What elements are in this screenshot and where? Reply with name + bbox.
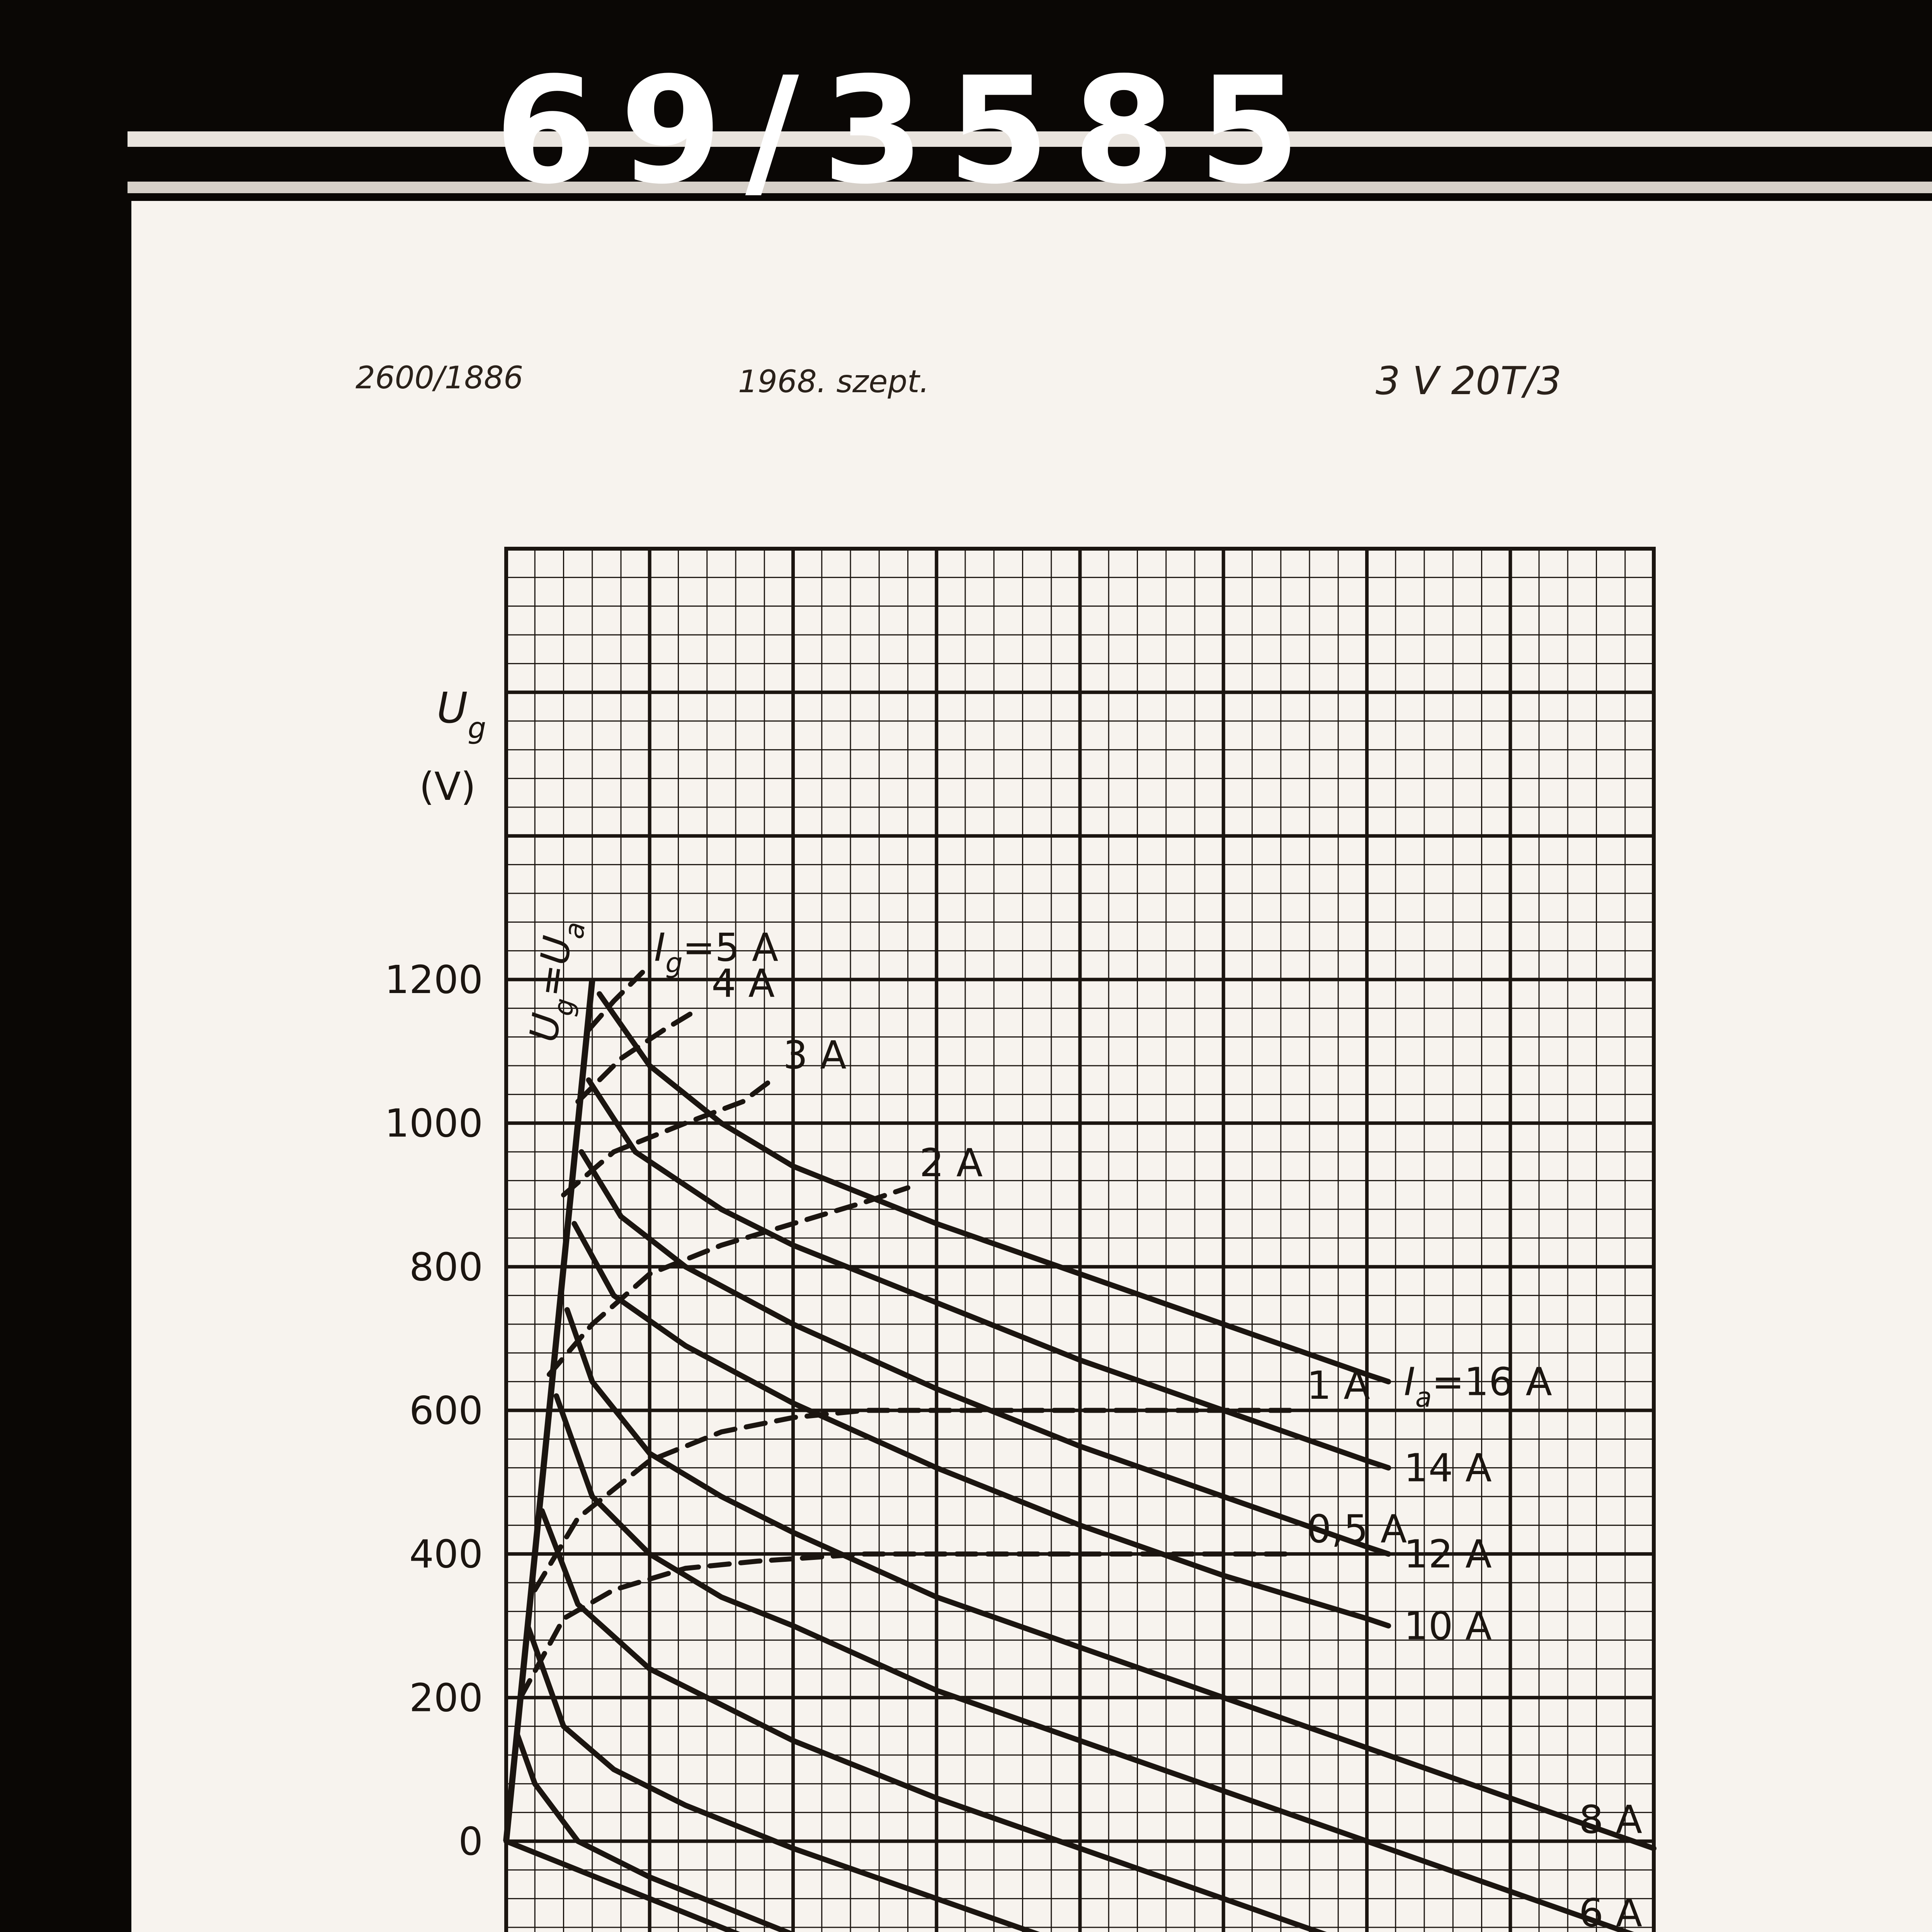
header-tube-type: 3 V 20T/3 — [1376, 358, 1562, 403]
series-label-symbol: I — [654, 925, 666, 970]
series-label-eq: = — [1432, 1359, 1464, 1405]
series-label-symbol: I — [1404, 1359, 1415, 1405]
series-label — [1307, 1507, 1407, 1552]
series-label-value: 8 A — [1579, 1797, 1642, 1842]
y-tick-label: 0 — [458, 1819, 483, 1864]
negative-number: 69/3585 — [495, 45, 1324, 216]
y-tick-label: 1000 — [384, 1100, 483, 1146]
series-label — [1404, 1532, 1492, 1577]
series-label-value: 6 A — [1579, 1890, 1642, 1932]
y-axis-symbol: U — [437, 683, 468, 733]
boundary-label-part: = — [527, 961, 577, 1000]
series-label-sub: g — [665, 947, 683, 979]
boundary-label-part: g — [547, 996, 581, 1018]
series-label — [1579, 1890, 1642, 1932]
boundary-label-part: a — [558, 920, 592, 941]
series-label-value: 1 A — [1306, 1363, 1370, 1408]
series-label-value: 12 A — [1404, 1531, 1492, 1577]
series-label — [1307, 1363, 1370, 1408]
boundary-label-part: U — [520, 1010, 570, 1045]
y-tick-label: 600 — [409, 1388, 483, 1433]
series-label-value: 0,5 A — [1306, 1506, 1407, 1552]
series-label-value: 10 A — [1404, 1603, 1492, 1649]
series-label — [1404, 1446, 1492, 1491]
y-axis-sub: g — [468, 711, 486, 745]
series-label-value: 4 A — [711, 961, 775, 1006]
y-axis-unit: (V) — [419, 764, 476, 809]
series-label-value: 14 A — [1404, 1445, 1492, 1491]
series-label-sub: a — [1415, 1381, 1432, 1413]
series-label-value: 3 A — [783, 1032, 847, 1078]
y-tick-label: 200 — [409, 1675, 483, 1721]
series-label — [1579, 1797, 1642, 1842]
y-tick-label: 1200 — [384, 957, 483, 1002]
boundary-label-part: U — [531, 933, 580, 968]
series-label — [783, 1032, 847, 1078]
y-tick-label: 800 — [409, 1244, 483, 1290]
series-label-value: 5 A — [715, 925, 779, 970]
header-date: 1968. szept. — [738, 364, 929, 400]
series-label-value: 2 A — [919, 1140, 983, 1185]
series-label-value: 16 A — [1464, 1359, 1552, 1405]
series-label-eq: = — [682, 925, 715, 970]
series-label — [920, 1140, 983, 1185]
series-label — [1404, 1604, 1492, 1649]
header-left-code: 2600/1886 — [355, 360, 524, 396]
y-tick-label: 400 — [409, 1531, 483, 1577]
paper-sheet — [131, 201, 1932, 1932]
